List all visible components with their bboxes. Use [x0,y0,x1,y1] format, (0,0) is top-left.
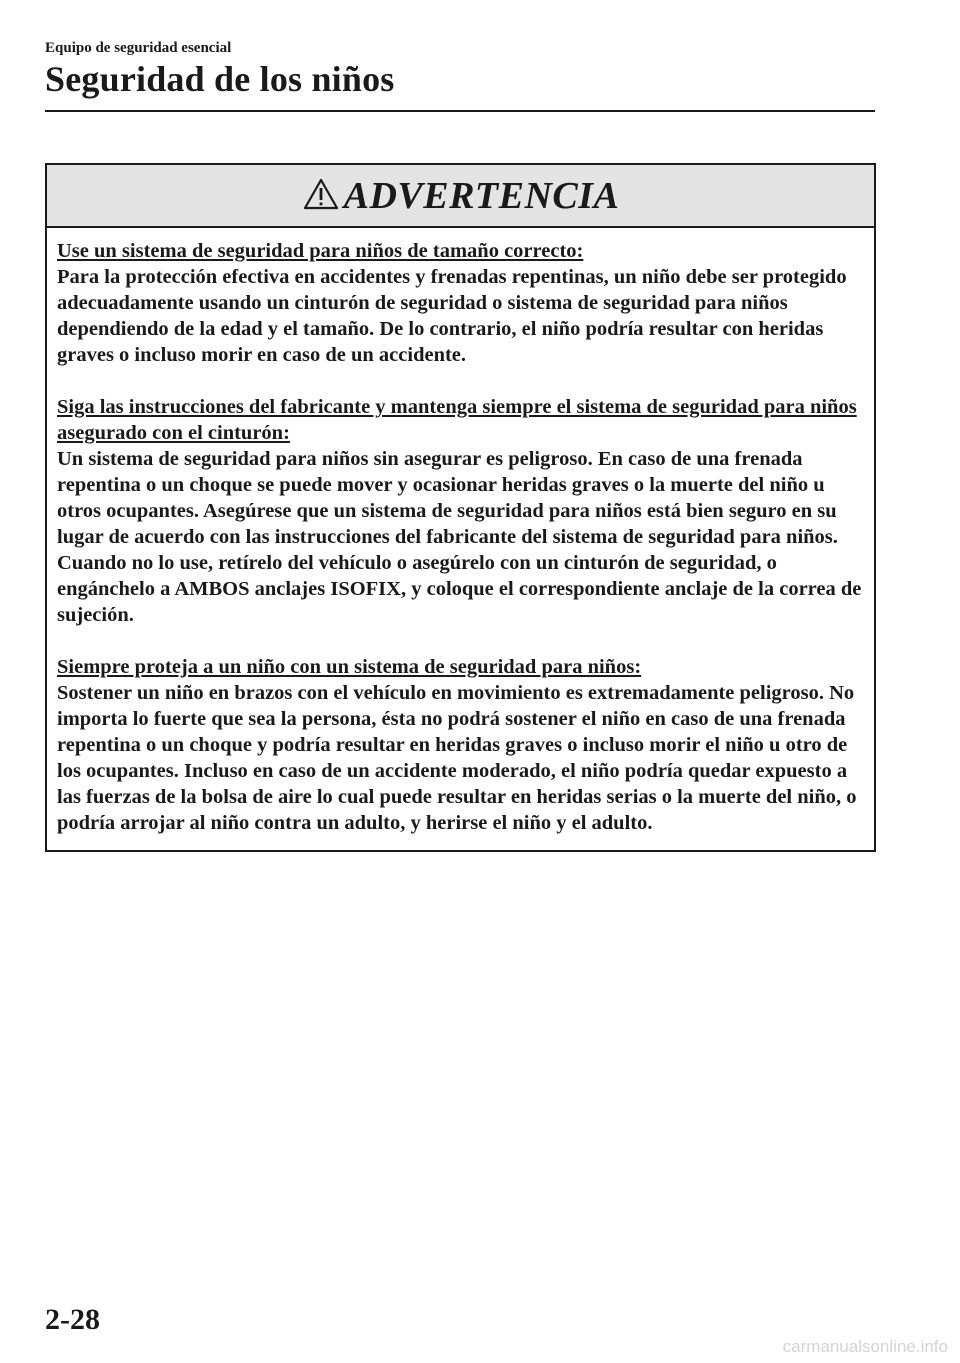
paragraph-heading: Use un sistema de seguridad para niños de tamaño correcto: [57,240,584,262]
warning-paragraph [57,654,864,836]
paragraph-text: Sostener un niño en brazos con el vehículo en movimiento es extremadamente peligroso. No importa lo fuerte que sea la persona, ésta no podrá sostener el niño en caso de una frenada repentina o un choque y podría resultar en heridas graves o incluso morir el niño u otro de los ocupantes. Incluso en caso de un accidente moderado, el niño podría quedar expuesto a las fuerzas de la bolsa de aire lo cual puede resultar en heridas serias o la muerte del niño, o podría arrojar al niño contra un adulto, y herirse el niño y el adulto. [57,682,857,834]
section-label: Equipo de seguridad esencial [45,40,232,56]
watermark: carmanualsonline.info [782,1337,948,1356]
page-title: Seguridad de los niños [45,59,395,99]
title-divider [45,110,875,112]
warning-header [47,165,874,228]
warning-body [47,228,874,850]
paragraph-text: Para la protección efectiva en accidentes y frenadas repentinas, un niño debe ser protegido adecuadamente usando un cinturón de seguridad o sistema de seguridad para niños dependiendo de la edad y el tamaño. De lo contrario, el niño podría resultar con heridas graves o incluso morir en caso de un accidente. [57,266,847,366]
paragraph-heading: Siga las instrucciones del fabricante y mantenga siempre el sistema de seguridad para niños asegurado con el cinturón: [57,396,857,444]
warning-triangle-icon [302,177,340,211]
paragraph-text: Un sistema de seguridad para niños sin asegurar es peligroso. En caso de una frenada repentina o un choque se puede mover y ocasionar heridas graves o la muerte del niño u otros ocupantes. Asegúrese que un sistema de seguridad para niños está bien seguro en su lugar de acuerdo con las instrucciones del fabricante del sistema de seguridad para niños. Cuando no lo use, retírelo del vehículo o asegúrelo con un cinturón de seguridad, o engánchelo a AMBOS anclajes ISOFIX, y coloque el correspondiente anclaje de la correa de sujeción. [57,448,862,626]
paragraph-heading: Siempre proteja a un niño con un sistema de seguridad para niños: [57,656,642,678]
warning-paragraph [57,394,864,628]
warning-paragraph [57,238,864,368]
warning-title: ADVERTENCIA [343,174,620,217]
warning-box [45,163,876,852]
page-number: 2-28 [45,1303,100,1336]
